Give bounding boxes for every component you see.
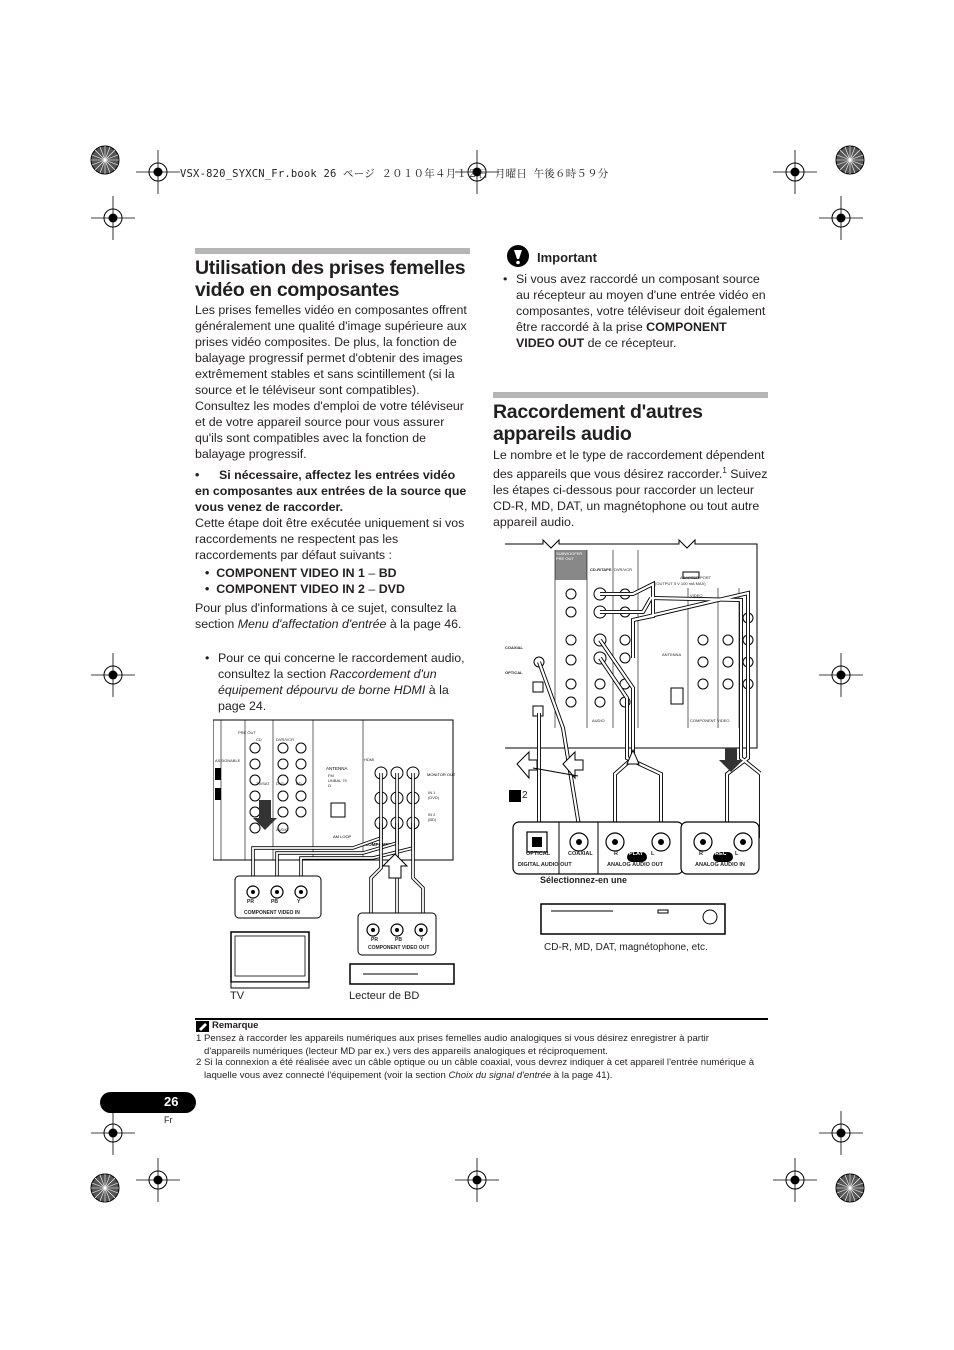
audio-note-link[interactable]: Raccordement d'un équipement dépourvu de borne HDMI (218, 667, 437, 697)
audio-note-bullet: • (205, 651, 210, 665)
footnote-2-link[interactable]: Choix du signal d'entrée (448, 1069, 552, 1081)
tv-jack-pb: PB (271, 899, 278, 905)
remarque-icon (196, 1021, 209, 1032)
default-source: BD (378, 566, 397, 580)
panel-label-component-video: COMPONENT VIDEO (690, 718, 730, 723)
receiver-rear-panel (213, 720, 453, 860)
bd-jack-pr: PR (371, 937, 378, 943)
svg-text:AM LOOP: AM LOOP (333, 834, 352, 839)
tv-jack-y: Y (297, 899, 301, 905)
intro-paragraph: Les prises femelles vidéo en composantes offrent généralement une qualité d'image supérieure aux prises vidéo composites. De plus, la fonction de balayage progressif permet d'obtenir des images extrêmement stables et sans scintillement (si la source et le téléviseur sont compatibles). Consultez les modes d'emploi de votre téléviseur et de votre appareil source pour vous assurer qu'ils sont compatibles avec la fonction de balayage progressif. (195, 303, 467, 461)
panel-label-cdr-tape: CD-R/TAPE (590, 567, 612, 572)
left-panel-label-tvsat: TV/SAT (256, 781, 270, 786)
analog-audio-in-label: ANALOG AUDIO IN (695, 862, 745, 868)
step-explanation: Cette étape doit être exécutée uniquement si vos raccordements ne respectent pas les raccordements par défaut suivants : (195, 516, 465, 562)
panel-label-optical: OPTICAL (505, 670, 523, 675)
step-bullet: • (195, 468, 200, 482)
left-panel-label-fm: FM UNBAL 75 Ω (328, 773, 347, 788)
left-panel-label-in2: IN 2 (BD) (428, 812, 437, 822)
tv-component-label: COMPONENT VIDEO IN (244, 910, 300, 916)
footnote-2-text-end: à la page 41). (551, 1069, 613, 1081)
left-panel-label-cd: CD (256, 737, 262, 742)
panel-label-subwoofer: SUBWOOFER PRE OUT (556, 551, 583, 561)
default-source: DVD (378, 582, 405, 596)
audio-note-page: à la page 24. (218, 683, 449, 713)
important-icon (506, 244, 530, 268)
bd-jack-pb: PB (395, 937, 402, 943)
left-panel-label-assignable: ASSIGNABLE (215, 758, 241, 763)
footnote-1-number: 1 (196, 1033, 202, 1044)
play-badge-label: PLAY (629, 851, 644, 857)
left-panel-label-dvd: DVD (276, 781, 285, 786)
more-info-paragraph (195, 600, 471, 632)
other-audio-text-2: Suivez les étapes ci-dessous pour raccorder un lecteur CD-R, MD, DAT, un magnétophone ou tout autre appareil audio. (493, 467, 768, 530)
important-text-end: de ce récepteur. (584, 336, 677, 350)
default-dash: – (364, 566, 379, 580)
svg-text:MONITOR OUT: MONITOR OUT (427, 772, 456, 777)
select-one-label: Sélectionnez-en une (540, 875, 628, 885)
footnote-ref[interactable]: 1 (722, 466, 727, 475)
left-panel-label-audio: AUDIO (276, 827, 289, 832)
left-panel-label-bd: BD (296, 781, 302, 786)
audio-note-text: Pour ce qui concerne le raccordement audio, consultez la section (218, 651, 465, 681)
audio-device-icon (541, 904, 725, 934)
print-file-header: VSX-820_SYXCN_Fr.book 26 ページ ２０１０年４月１２日 月曜日 午後６時５９分 (180, 168, 609, 180)
important-text-main: Si vous avez raccordé un composant source au récepteur au moyen d'une entrée vidéo en composantes, votre téléviseur doit également être raccordé à la prise (516, 272, 766, 334)
page-language: Fr (164, 1115, 173, 1125)
more-info-page: à la page 46. (386, 617, 462, 631)
other-audio-paragraph (493, 447, 769, 530)
jack-r-in: R (699, 851, 703, 857)
section-bar-left (195, 248, 470, 254)
important-text (516, 271, 768, 351)
default-input: COMPONENT VIDEO IN 1 (216, 566, 365, 580)
note-icon (509, 790, 521, 802)
page-number-badge (100, 1092, 196, 1113)
default-input: COMPONENT VIDEO IN 2 (216, 582, 365, 596)
left-panel-label-dvr: DVR/VCR (276, 737, 295, 742)
footnote-1-text: Pensez à raccorder les appareils numériques aux prises femelles audio analogiques si vous désirez enregistrer à partir d'appareils numériques (lecteur MD par ex.) vers des appareils analogiques et réciproquement. (204, 1033, 709, 1057)
important-bullet: • (503, 272, 508, 286)
panel-label-antenna: ANTENNA (662, 652, 682, 657)
more-info-text: Pour plus d'informations à ce sujet, consultez la section (195, 601, 457, 631)
section-bar-right (493, 392, 768, 398)
left-panel-label-in1: IN 1 (DVD) (428, 790, 440, 800)
jack-l-in: L (735, 851, 739, 857)
left-panel-label-hdmi: HDMI (364, 757, 375, 762)
audio-note-paragraph (218, 650, 470, 714)
panel-label-audio: AUDIO (592, 718, 605, 723)
other-audio-text: Le nombre et le type de raccordement dépendent des appareils que vous désirez raccorder. (493, 448, 765, 482)
bd-jack-y: Y (420, 937, 424, 943)
tv-caption: TV (230, 990, 245, 1002)
analog-audio-out-label: ANALOG AUDIO OUT (607, 862, 664, 868)
panel-label-dvr-vcr: DVR/VCR (614, 567, 633, 572)
panel-label-adapter-output: (OUTPUT 5 V 100 mA MAX) (655, 581, 706, 586)
panel-label-coaxial: COAXIAL (505, 645, 523, 650)
svg-text:ANTENNA: ANTENNA (326, 766, 348, 771)
important-heading: Important (537, 250, 597, 265)
coaxial-label: COAXIAL (568, 851, 593, 857)
component-video-diagram (213, 718, 473, 1010)
step-instruction-text: Si nécessaire, affectez les entrées vidéo en composantes aux entrées de la source que vous venez de raccorder. (195, 468, 467, 514)
digital-audio-out-label: DIGITAL AUDIO OUT (518, 862, 572, 868)
note-2-marker: 2 (522, 790, 528, 801)
section-title-component-video: Utilisation des prises femelles vidéo en composantes (195, 257, 466, 301)
optical-label: OPTICAL (526, 851, 551, 857)
step-instruction (195, 467, 471, 515)
footnote-2-number: 2 (196, 1057, 202, 1068)
jack-r-out: R (614, 851, 618, 857)
remarque-heading: Remarque (212, 1020, 259, 1031)
audio-device-caption: CD-R, MD, DAT, magnétophone, etc. (544, 942, 708, 953)
bd-component-label: COMPONENT VIDEO OUT (368, 945, 430, 951)
remarque-rule (195, 1018, 768, 1020)
bd-caption: Lecteur de BD (349, 990, 420, 1002)
svg-text:COMPONENT: COMPONENT (365, 842, 395, 847)
panel-label-video: VIDEO (690, 593, 703, 598)
important-text-bold: COMPONENT VIDEO OUT (516, 320, 727, 350)
left-panel-label-pre-out: PRE OUT (238, 730, 256, 735)
default-dash: – (364, 582, 379, 596)
footnote-2-text-main: Si la connexion a été réalisée avec un câble optique ou un câble coaxial, vous devrez indiquer à cet appareil l'entrée numérique à laquelle vous avez connecté l'équipement (voir la section (204, 1057, 755, 1081)
section-title-other-audio: Raccordement d'autres appareils audio (493, 401, 703, 445)
rec-badge-label: REC (715, 851, 727, 857)
tv-jack-pr: PR (247, 899, 254, 905)
default-bullet: • (205, 566, 210, 580)
footnote-2-text (204, 1057, 770, 1082)
jack-l-out: L (651, 851, 655, 857)
page-number: 26 (164, 1094, 179, 1109)
more-info-link[interactable]: Menu d'affectation d'entrée (237, 617, 387, 631)
default-assignment-1 (205, 565, 397, 581)
up-arrow-icon (517, 752, 537, 778)
default-bullet: • (205, 582, 210, 596)
panel-label-adapter-port: ADAPTER PORT (680, 575, 712, 580)
default-assignment-2 (205, 581, 405, 597)
